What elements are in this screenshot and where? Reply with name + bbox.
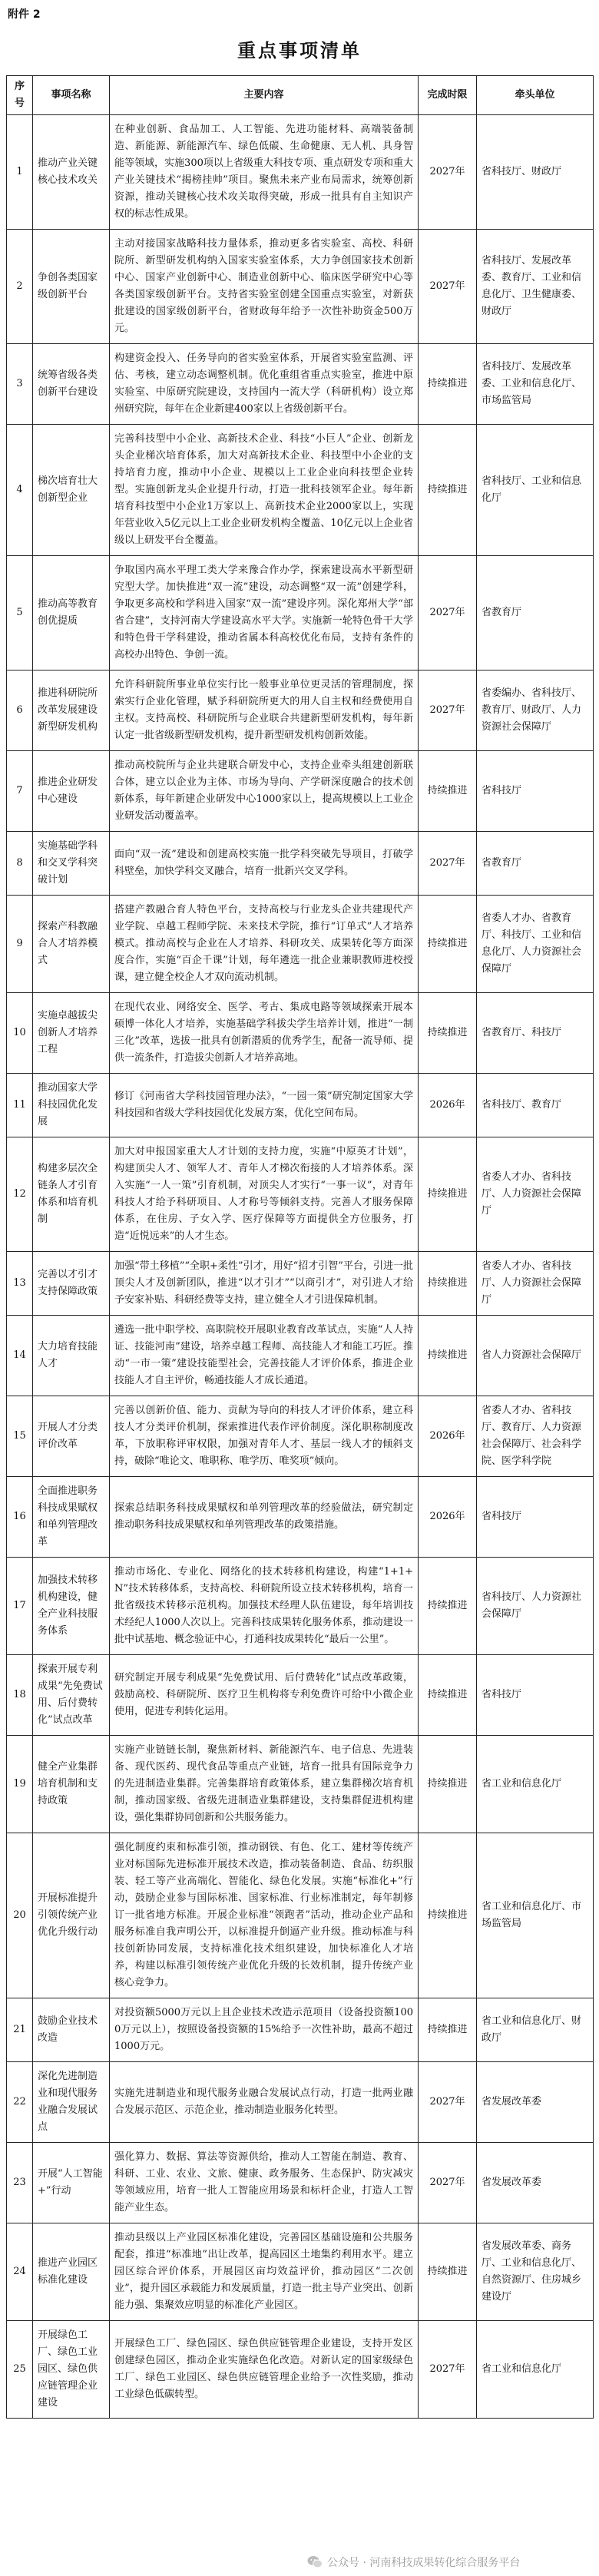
item-content: 在种业创新、食品加工、人工智能、先进功能材料、高端装备制造、新能源、新能源汽车、绿色低碳、生命健康、无人机、具身智能等领域，实施300项以上省级重大科技专项、重点研发专项和重大产业关键技术“揭榜挂帅”项目。聚焦未来产业布局需求，统筹创新资源，推动关键核心技术攻关取得突破，形成一批具有自主知识产权的标志性成果。 [110, 115, 419, 230]
wechat-icon [307, 2555, 323, 2569]
table-row [7, 344, 594, 425]
header-seq: 序号 [7, 76, 33, 115]
row-seq: 16 [7, 1477, 33, 1558]
item-name: 实施卓越拔尖创新人才培养工程 [33, 993, 110, 1074]
item-name: 实施基础学科和交叉学科突破计划 [33, 832, 110, 896]
item-name: 推动产业关键核心技术攻关 [33, 115, 110, 230]
header-row [7, 76, 594, 115]
item-name: 梯次培育壮大创新型企业 [33, 425, 110, 556]
item-deadline: 持续推进 [419, 993, 477, 1074]
lead-unit: 省科技厅 [477, 1655, 594, 1736]
row-seq: 11 [7, 1074, 33, 1137]
item-name: 开展标准提升引领传统产业优化升级行动 [33, 1833, 110, 1998]
table-body [7, 115, 594, 2419]
item-content: 开展绿色工厂、绿色园区、绿色供应链管理企业建设，支持开发区创建绿色园区，推动企业实施绿色化改造。对新认定的国家级绿色工厂、绿色工业园区、绿色供应链管理企业给予一次性奖励，推动工业绿色低碳转型。 [110, 2321, 419, 2419]
item-deadline: 2026年 [419, 1477, 477, 1558]
header-name: 事项名称 [33, 76, 110, 115]
table-row [7, 670, 594, 751]
row-seq: 18 [7, 1655, 33, 1736]
row-seq: 13 [7, 1252, 33, 1316]
lead-unit: 省科技厅、工业和信息化厅 [477, 425, 594, 556]
item-content: 推动市场化、专业化、网络化的技术转移机构建设，构建“1+1+N”技术转移体系，支持高校、科研院所设立技术转移机构，培育一批省级技术转移示范机构。加强技术经理人队伍建设，每年培训技术经纪人1000人次以上。完善科技成果转化服务体系，推动建设一批中试基地、概念验证中心，打通科技成果转化“最后一公里”。 [110, 1558, 419, 1655]
table-row [7, 1137, 594, 1252]
item-content: 强化算力、数据、算法等资源供给，推动人工智能在制造、教育、科研、工业、农业、文旅、健康、政务服务、生态保护、防灾减灾等领域应用，培育一批人工智能应用场景和标杆企业，打造人工智能产业生态。 [110, 2143, 419, 2223]
lead-unit: 省教育厅、科技厅 [477, 993, 594, 1074]
item-name: 全面推进职务科技成果赋权和单列管理改革 [33, 1477, 110, 1558]
table-row [7, 2223, 594, 2321]
lead-unit: 省委人才办、省教育厅、科技厅、工业和信息化厅、人力资源社会保障厅 [477, 896, 594, 993]
row-seq: 15 [7, 1396, 33, 1477]
table-row [7, 751, 594, 832]
item-content: 加大对申报国家重大人才计划的支持力度，实施“中原英才计划”，构建顶尖人才、领军人才、青年人才梯次衔接的人才培养体系。深入实施“一人一策”引育机制，对顶尖人才实行“一事一议”，对青年科技人才给予科研项目、人才称号等倾斜支持。完善人才服务保障体系，在住房、子女入学、医疗保障等方面提供全方位服务，打造“近悦远来”的人才生态。 [110, 1137, 419, 1252]
lead-unit: 省科技厅、发展改革委、工业和信息化厅、市场监管局 [477, 344, 594, 425]
table-header [7, 76, 594, 115]
table-row [7, 1477, 594, 1558]
table-row [7, 425, 594, 556]
item-deadline: 持续推进 [419, 1252, 477, 1316]
item-name: 推进企业研发中心建设 [33, 751, 110, 832]
item-content: 实施产业链链长制，聚焦新材料、新能源汽车、电子信息、先进装备、现代医药、现代食品等重点产业链，培育一批具有国际竞争力的先进制造业集群。完善集群培育政策体系，建立集群梯次培育机制，推动国家级、省级先进制造业集群建设，支持集群促进机构建设，强化集群协同创新和公共服务能力。 [110, 1736, 419, 1833]
item-deadline: 2027年 [419, 115, 477, 230]
table-row [7, 1316, 594, 1396]
row-seq: 25 [7, 2321, 33, 2419]
item-deadline: 持续推进 [419, 1833, 477, 1998]
table-row [7, 832, 594, 896]
lead-unit: 省教育厅 [477, 832, 594, 896]
item-name: 构建多层次全链条人才引育体系和培育机制 [33, 1137, 110, 1252]
lead-unit: 省发展改革委 [477, 2143, 594, 2223]
item-deadline: 持续推进 [419, 425, 477, 556]
row-seq: 19 [7, 1736, 33, 1833]
lead-unit: 省工业和信息化厅 [477, 1736, 594, 1833]
watermark [307, 2554, 520, 2570]
lead-unit: 省科技厅、教育厅 [477, 1074, 594, 1137]
item-content: 强化制度约束和标准引领，推动钢铁、有色、化工、建材等传统产业对标国际先进标准开展技术改造，推动装备制造、食品、纺织服装、轻工等产业高端化、智能化、绿色化发展。实施“标准化+”行动，鼓励企业参与国际标准、国家标准、行业标准制定，每年制修订一批省地方标准。开展企业标准“领跑者”活动，推动企业产品和服务标准自我声明公开，以标准提升倒逼产业升级。推动标准与科技创新协同发展，支持标准化技术组织建设，加快标准化人才培养，构建以标准引领传统产业优化升级的长效机制，提升传统产业核心竞争力。 [110, 1833, 419, 1998]
item-deadline: 持续推进 [419, 1736, 477, 1833]
row-seq: 1 [7, 115, 33, 230]
table-row [7, 1736, 594, 1833]
item-name: 推动高等教育创优提质 [33, 556, 110, 670]
item-deadline: 2027年 [419, 670, 477, 751]
item-content: 探索总结职务科技成果赋权和单列管理改革的经验做法，研究制定推动职务科技成果赋权和单列管理改革的政策措施。 [110, 1477, 419, 1558]
item-deadline: 持续推进 [419, 1558, 477, 1655]
lead-unit: 省工业和信息化厅、市场监管局 [477, 1833, 594, 1998]
lead-unit: 省委人才办、省科技厅、教育厅、人力资源社会保障厅、社会科学院、医学科学院 [477, 1396, 594, 1477]
lead-unit: 省委编办、省科技厅、教育厅、财政厅、人力资源社会保障厅 [477, 670, 594, 751]
item-deadline: 2027年 [419, 230, 477, 344]
row-seq: 17 [7, 1558, 33, 1655]
lead-unit: 省科技厅 [477, 1477, 594, 1558]
item-deadline: 持续推进 [419, 2223, 477, 2321]
table-row [7, 1074, 594, 1137]
item-deadline: 持续推进 [419, 1998, 477, 2062]
item-deadline: 持续推进 [419, 1137, 477, 1252]
row-seq: 4 [7, 425, 33, 556]
lead-unit: 省工业和信息化厅、财政厅 [477, 1998, 594, 2062]
table-row [7, 1833, 594, 1998]
table-row [7, 1655, 594, 1736]
row-seq: 23 [7, 2143, 33, 2223]
item-name: 深化先进制造业和现代服务业融合发展试点 [33, 2062, 110, 2143]
item-content: 完善科技型中小企业、高新技术企业、科技“小巨人”企业、创新龙头企业梯次培育体系，加大对高新技术企业、科技型中小企业的支持培育力度，推动中小企业、规模以上工业企业向科技型企业转型。实施创新龙头企业提升行动，打造一批科技领军企业。每年新培育科技型中小企业1万家以上、高新技术企业2000家以上，实现年营业收入5亿元以上工业企业研发机构全覆盖、10亿元以上企业省级以上研发平台全覆盖。 [110, 425, 419, 556]
table-row [7, 1252, 594, 1316]
lead-unit: 省委人才办、省科技厅、人力资源社会保障厅 [477, 1252, 594, 1316]
lead-unit: 省科技厅 [477, 751, 594, 832]
item-content: 允许科研院所事业单位实行比一般事业单位更灵活的管理制度，探索实行企业化管理，赋予科研院所更大的用人自主权和经费使用自主权。支持高校、科研院所与企业联合共建新型研发机构，每年新认定一批省级新型研发机构，提升新型研发机构创新效能。 [110, 670, 419, 751]
row-seq: 5 [7, 556, 33, 670]
table-row [7, 2321, 594, 2419]
item-deadline: 持续推进 [419, 344, 477, 425]
lead-unit: 省委人才办、省科技厅、人力资源社会保障厅 [477, 1137, 594, 1252]
attachment-label: 附件 2 [8, 8, 41, 21]
item-content: 实施先进制造业和现代服务业融合发展试点行动，打造一批两业融合发展示范区、示范企业，推动制造业服务化转型。 [110, 2062, 419, 2143]
item-name: 鼓励企业技术改造 [33, 1998, 110, 2062]
item-deadline: 2027年 [419, 2321, 477, 2419]
row-seq: 22 [7, 2062, 33, 2143]
header-lead: 牵头单位 [477, 76, 594, 115]
item-name: 开展人才分类评价改革 [33, 1396, 110, 1477]
item-deadline: 2027年 [419, 2062, 477, 2143]
item-content: 构建资金投入、任务导向的省实验室体系，开展省实验室监测、评估、考核，建立动态调整机制。优化重组省重点实验室，推进中原实验室、中原研究院建设，支持国内一流大学（科研机构）设立郑州研究院，每年在企业新建400家以上省级创新平台。 [110, 344, 419, 425]
item-content: 加强“带土移植”“全职+柔性”引才，用好“招才引智”平台，引进一批顶尖人才及创新团队，推进“以才引才”“以商引才”，对引进人才给予安家补贴、科研经费等支持，建立健全人才引进保障机制。 [110, 1252, 419, 1316]
lead-unit: 省发展改革委、商务厅、工业和信息化厅、自然资源厅、住房城乡建设厅 [477, 2223, 594, 2321]
table-row [7, 2062, 594, 2143]
row-seq: 14 [7, 1316, 33, 1396]
item-content: 在现代农业、网络安全、医学、考古、集成电路等领域探索开展本硕博一体化人才培养，实施基础学科拔尖学生培养计划，推进“一制三化”改革，选拔一批具有创新潜质的优秀学生，配备一流导师、提供一流条件，打造拔尖创新人才培养高地。 [110, 993, 419, 1074]
lead-unit: 省科技厅、人力资源社会保障厅 [477, 1558, 594, 1655]
row-seq: 24 [7, 2223, 33, 2321]
item-name: 统筹省级各类创新平台建设 [33, 344, 110, 425]
row-seq: 20 [7, 1833, 33, 1998]
item-name: 推进科研院所改革发展建设新型研发机构 [33, 670, 110, 751]
item-deadline: 2027年 [419, 832, 477, 896]
row-seq: 9 [7, 896, 33, 993]
key-items-table [6, 75, 594, 2419]
item-content: 完善以创新价值、能力、贡献为导向的科技人才评价体系，建立科技人才分类评价机制，探索推进代表作评价制度。深化职称制度改革，下放职称评审权限，加强对青年人才、基层一线人才的倾斜支持，破除“唯论文、唯职称、唯学历、唯奖项”倾向。 [110, 1396, 419, 1477]
item-name: 完善以才引才支持保障政策 [33, 1252, 110, 1316]
item-name: 大力培育技能人才 [33, 1316, 110, 1396]
item-deadline: 持续推进 [419, 751, 477, 832]
table-row [7, 230, 594, 344]
item-content: 面向“双一流”建设和创建高校实施一批学科突破先导项目，打破学科壁垒，加快学科交叉融合，培育一批新兴交叉学科。 [110, 832, 419, 896]
item-deadline: 2027年 [419, 2143, 477, 2223]
item-content: 遴选一批中职学校、高职院校开展职业教育改革试点，实施“人人持证、技能河南”建设，培养卓越工程师、高技能人才和能工巧匠。推动“一市一策”建设技能型社会，完善技能人才评价体系，推进企业技能人才自主评价，畅通技能人才成长通道。 [110, 1316, 419, 1396]
table-row [7, 1396, 594, 1477]
item-content: 推动县级以上产业园区标准化建设，完善园区基础设施和公共服务配套，推进“标准地”出让改革，提高园区土地集约利用水平。建立园区综合评价体系，开展园区亩均效益评价，推动园区“二次创业”，提升园区承载能力和发展质量，打造一批主导产业突出、创新能力强、集聚效应明显的标准化产业园区。 [110, 2223, 419, 2321]
item-name: 探索产科教融合人才培养模式 [33, 896, 110, 993]
lead-unit: 省科技厅、财政厅 [477, 115, 594, 230]
item-content: 修订《河南省大学科技园管理办法》，“一园一策”研究制定国家大学科技园和省级大学科技园优化发展方案，优化空间布局。 [110, 1074, 419, 1137]
header-content: 主要内容 [110, 76, 419, 115]
item-name: 争创各类国家级创新平台 [33, 230, 110, 344]
table-row [7, 1998, 594, 2062]
row-seq: 10 [7, 993, 33, 1074]
header-deadline: 完成时限 [419, 76, 477, 115]
row-seq: 21 [7, 1998, 33, 2062]
item-name: 加强技术转移机构建设，健全产业科技服务体系 [33, 1558, 110, 1655]
row-seq: 8 [7, 832, 33, 896]
item-name: 健全产业集群培育机制和支持政策 [33, 1736, 110, 1833]
item-content: 争取国内高水平理工类大学来豫合作办学，探索建设高水平新型研究型大学。加快推进“双一流”建设，动态调整“双一流”创建学科，争取更多高校和学科进入国家“双一流”建设序列。深化郑州大学“部省合建”，支持河南大学建设高水平大学。实施新一轮特色骨干大学和特色骨干学科建设，推动省属本科高校优化布局，支持有条件的高校办出特色、争创一流。 [110, 556, 419, 670]
lead-unit: 省工业和信息化厅 [477, 2321, 594, 2419]
item-name: 探索开展专利成果“先免费试用、后付费转化”试点改革 [33, 1655, 110, 1736]
item-deadline: 持续推进 [419, 896, 477, 993]
item-content: 主动对接国家战略科技力量体系，推动更多省实验室、高校、科研院所、新型研发机构纳入国家实验室体系，大力争创国家技术创新中心、国家产业创新中心、制造业创新中心、临床医学研究中心等各类国家级创新平台。支持省实验室创建全国重点实验室，对新获批建设的国家级创新平台，省财政每年给予一次性补助资金500万元。 [110, 230, 419, 344]
row-seq: 6 [7, 670, 33, 751]
page-title: 重点事项清单 [237, 40, 362, 61]
lead-unit: 省教育厅 [477, 556, 594, 670]
lead-unit: 省人力资源社会保障厅 [477, 1316, 594, 1396]
item-deadline: 2026年 [419, 1074, 477, 1137]
table-row [7, 2143, 594, 2223]
item-name: 开展“人工智能+”行动 [33, 2143, 110, 2223]
item-deadline: 2026年 [419, 1396, 477, 1477]
row-seq: 3 [7, 344, 33, 425]
table-row [7, 115, 594, 230]
item-name: 推动国家大学科技园优化发展 [33, 1074, 110, 1137]
item-name: 推进产业园区标准化建设 [33, 2223, 110, 2321]
item-name: 开展绿色工厂、绿色工业园区、绿色供应链管理企业建设 [33, 2321, 110, 2419]
table-row [7, 993, 594, 1074]
row-seq: 12 [7, 1137, 33, 1252]
item-content: 对投资额5000万元以上且企业技术改造示范项目（设备投资额1000万元以上），按照设备投资额的15%给予一次性补助，最高不超过1000万元。 [110, 1998, 419, 2062]
watermark-text: 公众号 · 河南科技成果转化综合服务平台 [327, 2557, 521, 2569]
item-content: 研究制定开展专利成果“先免费试用、后付费转化”试点改革政策，鼓励高校、科研院所、医疗卫生机构将专利免费许可给中小微企业使用，促进专利转化运用。 [110, 1655, 419, 1736]
row-seq: 7 [7, 751, 33, 832]
item-content: 推动高校院所与企业共建联合研发中心，支持企业牵头组建创新联合体，建立以企业为主体、市场为导向、产学研深度融合的技术创新体系，每年新建企业研发中心1000家以上，提高规模以上工业企业研发活动覆盖率。 [110, 751, 419, 832]
item-deadline: 2027年 [419, 556, 477, 670]
lead-unit: 省发展改革委 [477, 2062, 594, 2143]
item-deadline: 持续推进 [419, 1655, 477, 1736]
item-content: 搭建产教融合育人特色平台，支持高校与行业龙头企业共建现代产业学院、卓越工程师学院、未来技术学院，推行“订单式”人才培养模式。推动高校与企业在人才培养、科研攻关、成果转化等方面深度合作，实施“百企千课”计划，每年遴选一批企业兼职教师进校授课，建立健全校企人才双向流动机制。 [110, 896, 419, 993]
table-row [7, 556, 594, 670]
table-row [7, 896, 594, 993]
table-row [7, 1558, 594, 1655]
item-deadline: 持续推进 [419, 1316, 477, 1396]
row-seq: 2 [7, 230, 33, 344]
lead-unit: 省科技厅、发展改革委、教育厅、工业和信息化厅、卫生健康委、财政厅 [477, 230, 594, 344]
